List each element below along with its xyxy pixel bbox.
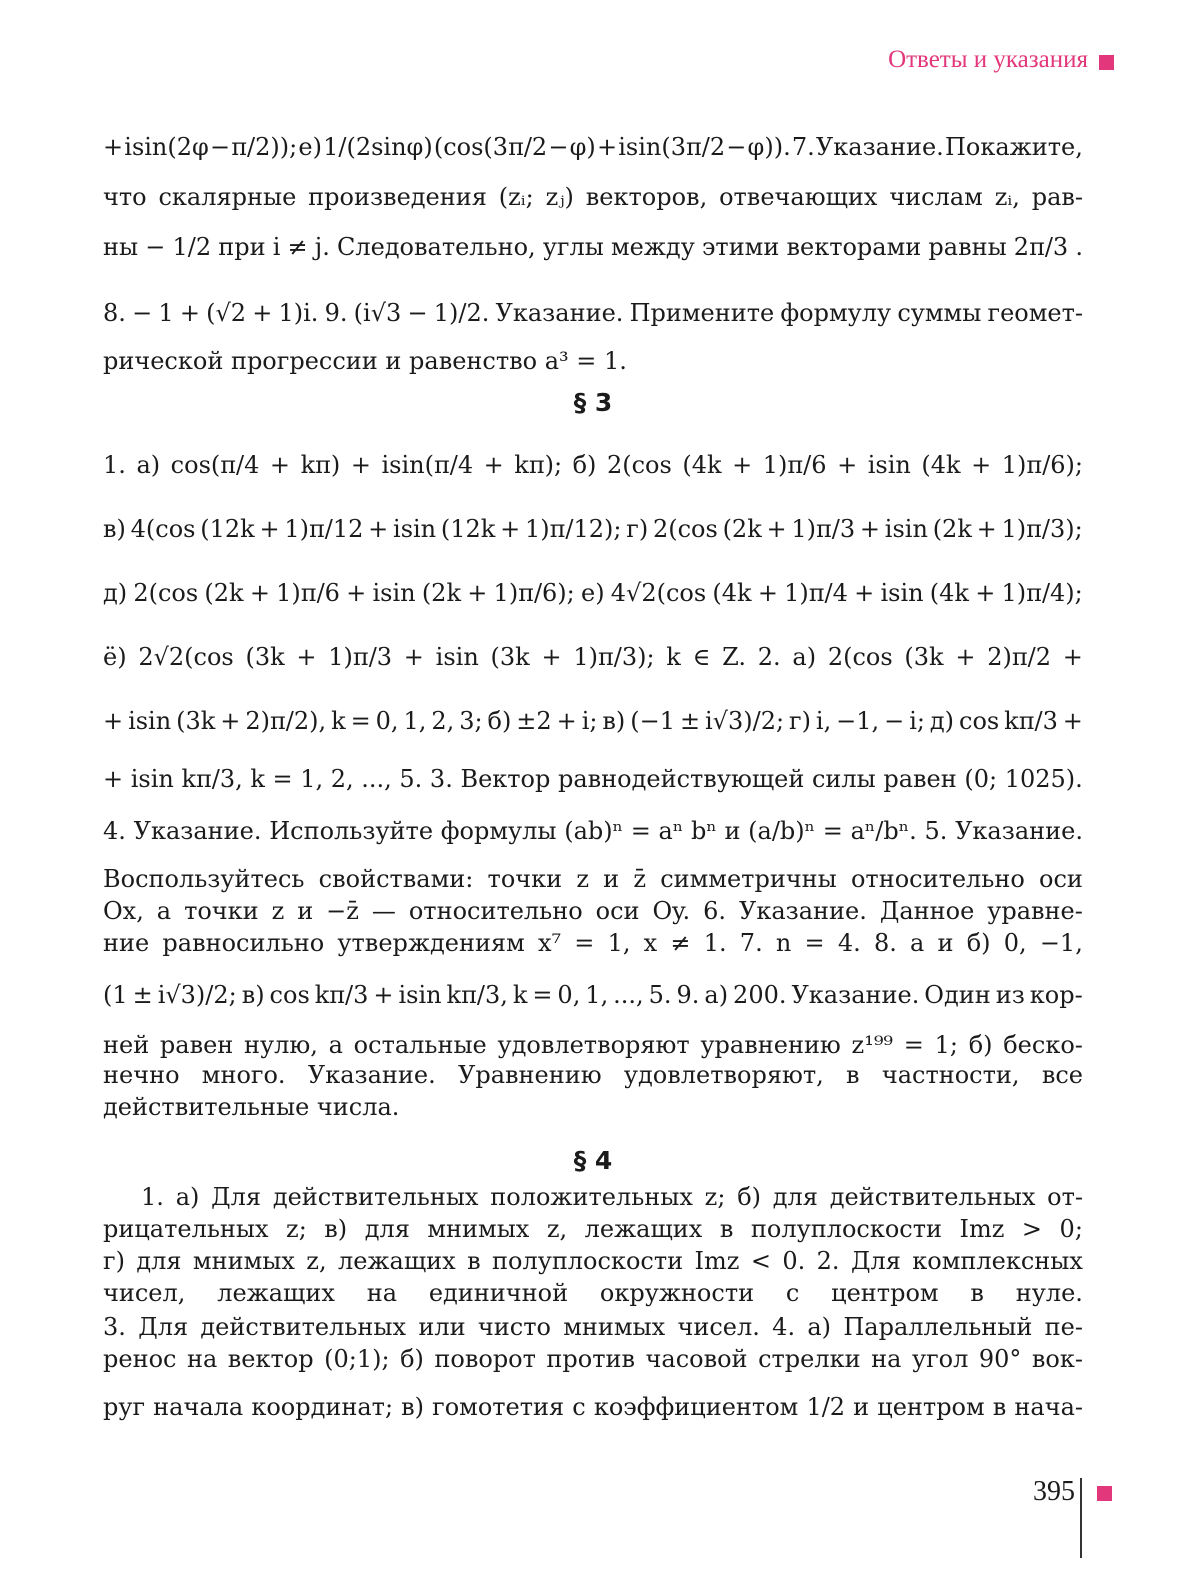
text-line: + isin(2φ − π/2)); е) 1/(2sinφ) (cos(3π/2 − φ) + isin(3π/2 − φ)). 7. Указание. Покажите, bbox=[103, 130, 1083, 164]
text-line: (1 ± i√3)/2; в) cos kπ/3 + isin kπ/3, k = 0, 1, ..., 5. 9. а) 200. Указание. Один из кор- bbox=[103, 978, 1083, 1012]
text-line: нечно много. Указание. Уравнению удовлетворяют, в частности, все bbox=[103, 1058, 1083, 1092]
text-line: ё) 2√2(cos (3k + 1)π/3 + isin (3k + 1)π/3); k ∈ Z. 2. а) 2(cos (3k + 2)π/2 + bbox=[103, 640, 1083, 674]
page-number: 395 bbox=[1033, 1476, 1075, 1508]
text-line: § 4 bbox=[103, 1144, 1083, 1178]
text-line: ней равен нулю, а остальные удовлетворяют уравнению z¹⁹⁹ = 1; б) беско- bbox=[103, 1028, 1083, 1062]
text-line: § 3 bbox=[103, 386, 1083, 420]
text-line: 1. а) cos(π/4 + kπ) + isin(π/4 + kπ); б) 2(cos (4k + 1)π/6 + isin (4k + 1)π/6); bbox=[103, 448, 1083, 482]
text-line: ние равносильно утверждениям x⁷ = 1, x ≠ 1. 7. n = 4. 8. а и б) 0, −1, bbox=[103, 926, 1083, 960]
text-line: Ox, а точки z и −z̄ — относительно оси Oy. 6. Указание. Данное уравне- bbox=[103, 894, 1083, 928]
text-line: что скалярные произведения (zᵢ; zⱼ) векторов, отвечающих числам zᵢ, рав- bbox=[103, 180, 1083, 214]
text-line: руг начала координат; в) гомотетия с коэффициентом 1/2 и центром в нача- bbox=[103, 1390, 1083, 1424]
text-line: рической прогрессии и равенство a³ = 1. bbox=[103, 344, 1083, 378]
text-line: ны − 1/2 при i ≠ j. Следовательно, углы между этими векторами равны 2π/3 . bbox=[103, 230, 1083, 264]
text-line: 1. а) Для действительных положительных z; б) для действительных от- bbox=[103, 1180, 1083, 1214]
text-line: рицательных z; в) для мнимых z, лежащих в полуплоскости Imz > 0; bbox=[103, 1212, 1083, 1246]
text-line: + isin (3k + 2)π/2), k = 0, 1, 2, 3; б) ±2 + i; в) (−1 ± i√3)/2; г) i, −1, − i; д) cos kπ/3 + bbox=[103, 704, 1083, 738]
text-line: д) 2(cos (2k + 1)π/6 + isin (2k + 1)π/6); е) 4√2(cos (4k + 1)π/4 + isin (4k + 1)π/4); bbox=[103, 576, 1083, 610]
text-line: чисел, лежащих на единичной окружности с центром в нуле. bbox=[103, 1276, 1083, 1310]
text-line: в) 4(cos (12k + 1)π/12 + isin (12k + 1)π/12); г) 2(cos (2k + 1)π/3 + isin (2k + 1)π/3); bbox=[103, 512, 1083, 546]
text-line: 8. − 1 + (√2 + 1)i. 9. (i√3 − 1)/2. Указание. Примените формулу суммы геомет- bbox=[103, 296, 1083, 330]
text-line: + isin kπ/3, k = 1, 2, ..., 5. 3. Вектор равнодействующей силы равен (0; 1025). bbox=[103, 762, 1083, 796]
footer-divider bbox=[1080, 1478, 1082, 1558]
text-line: г) для мнимых z, лежащих в полуплоскости Imz < 0. 2. Для комплексных bbox=[103, 1244, 1083, 1278]
text-line: 4. Указание. Используйте формулы (ab)ⁿ = aⁿ bⁿ и (a/b)ⁿ = aⁿ/bⁿ. 5. Указание. bbox=[103, 814, 1083, 848]
footer-marker-icon bbox=[1097, 1486, 1112, 1501]
text-line: действительные числа. bbox=[103, 1090, 1083, 1124]
running-header: Ответы и указания bbox=[888, 46, 1088, 74]
text-line: Воспользуйтесь свойствами: точки z и z̄ симметричны относительно оси bbox=[103, 862, 1083, 896]
header-marker-icon bbox=[1099, 55, 1114, 70]
text-line: 3. Для действительных или чисто мнимых чисел. 4. а) Параллельный пе- bbox=[103, 1310, 1083, 1344]
text-line: ренос на вектор (0;1); б) поворот против часовой стрелки на угол 90° вок- bbox=[103, 1342, 1083, 1376]
